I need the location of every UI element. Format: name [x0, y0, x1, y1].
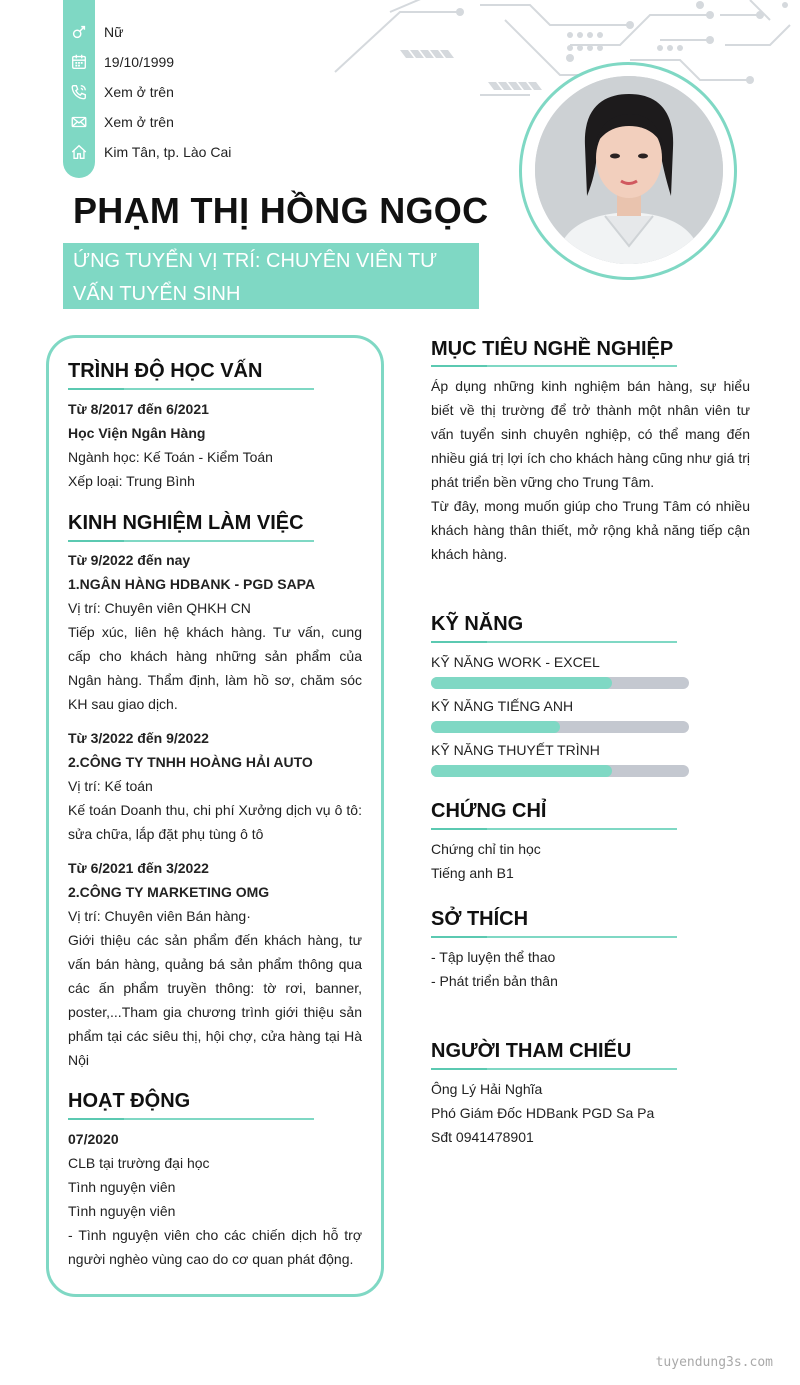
home-icon	[63, 137, 95, 167]
skills-underline	[431, 641, 677, 643]
education-heading: TRÌNH ĐỘ HỌC VẤN	[68, 360, 263, 382]
skill-2-label: KỸ NĂNG TIẾNG ANH	[431, 698, 574, 714]
experience-heading: KINH NGHIỆM LÀM VIỆC	[68, 512, 304, 534]
experience-underline	[68, 540, 314, 542]
hobby-2: - Phát triển bản thân	[431, 973, 558, 989]
activities-underline	[68, 1118, 314, 1120]
objective-heading: MỤC TIÊU NGHỀ NGHIỆP	[431, 338, 674, 360]
calendar-icon	[63, 47, 95, 77]
certificates-underline	[431, 828, 677, 830]
activity-description: - Tình nguyện viên cho các chiến dịch hỗ trợ người nghèo vùng cao do cơ quan phát động.	[68, 1227, 362, 1267]
contact-birthday	[63, 47, 323, 77]
phone-text: Xem ở trên	[104, 84, 174, 100]
contact-phone	[63, 77, 323, 107]
position-line-2: VẤN TUYỂN SINH	[73, 283, 241, 305]
skill-3-label: KỸ NĂNG THUYẾT TRÌNH	[431, 742, 600, 758]
job-1-period: Từ 9/2022 đến nay	[68, 552, 191, 568]
job-1-company: 1.NGÂN HÀNG HDBANK - PGD SAPA	[68, 576, 316, 592]
position-line-1: ỨNG TUYỂN VỊ TRÍ: CHUYÊN VIÊN TƯ	[73, 250, 438, 272]
activity-role-1: Tình nguyện viên	[68, 1179, 176, 1195]
job-2-company: 2.CÔNG TY TNHH HOÀNG HẢI AUTO	[68, 754, 313, 770]
phone-icon	[63, 77, 95, 107]
skill-1-fill	[431, 677, 612, 689]
education-period: Từ 8/2017 đến 6/2021	[68, 401, 209, 417]
skill-2-fill	[431, 721, 560, 733]
skills-heading: KỸ NĂNG	[431, 613, 524, 635]
mail-icon	[63, 107, 95, 137]
reference-title: Phó Giám Đốc HDBank PGD Sa Pa	[431, 1105, 655, 1121]
contact-email	[63, 107, 323, 137]
hobby-1: - Tập luyện thể thao	[431, 949, 556, 965]
contact-address	[63, 137, 323, 167]
skill-3-fill	[431, 765, 612, 777]
reference-phone: Sđt 0941478901	[431, 1129, 534, 1145]
job-2-description: Kế toán Doanh thu, chi phí Xưởng dịch vụ ô tô: sửa chữa, lắp đặt phụ tùng ô tô	[68, 802, 362, 842]
address-text: Kim Tân, tp. Lào Cai	[104, 144, 232, 160]
activity-club: CLB tại trường đại học	[68, 1155, 210, 1171]
email-text: Xem ở trên	[104, 114, 174, 130]
gender-text: Nữ	[104, 24, 124, 40]
certificates-heading: CHỨNG CHỈ	[431, 800, 547, 822]
objective-paragraph-2: Từ đây, mong muốn giúp cho Trung Tâm có nhiều khách hàng thân thiết, mở rộng khả năng tiếp cận khách hàng.	[431, 498, 750, 562]
job-3-period: Từ 6/2021 đến 3/2022	[68, 860, 209, 876]
education-major: Ngành học: Kế Toán - Kiểm Toán	[68, 449, 273, 465]
references-heading: NGƯỜI THAM CHIẾU	[431, 1040, 632, 1062]
job-3-description: Giới thiệu các sản phẩm đến khách hàng, tư vấn bán hàng, quảng bá sản phẩm thông qua các ấn phẩm truyền thông: tờ rơi, banner, poster,...Tham gia chương trình giới thiệu sản phẩm tại các siêu thị, hội chợ, cửa hàng tại Hà Nội	[68, 932, 362, 1068]
job-3-role: Vị trí: Chuyên viên Bán hàng·	[68, 908, 251, 924]
education-school: Học Viện Ngân Hàng	[68, 425, 206, 441]
skill-1-bar	[431, 677, 689, 689]
job-2-period: Từ 3/2022 đến 9/2022	[68, 730, 209, 746]
objective-underline	[431, 365, 677, 367]
skill-3-bar	[431, 765, 689, 777]
position-banner	[63, 243, 479, 309]
job-1-role: Vị trí: Chuyên viên QHKH CN	[68, 600, 251, 616]
gender-icon	[63, 17, 95, 47]
objective-paragraph-1: Áp dụng những kinh nghiệm bán hàng, sự hiểu biết về thị trường để trở thành một nhân viên tư vấn tuyển sinh chuyên nghiệp, có thể mang đến nhiều giá trị lợi ích cho khách hàng cũng như giá trị phát triển bền vững cho Trung Tâm.	[431, 378, 750, 490]
references-underline	[431, 1068, 677, 1070]
watermark: tuyendung3s.com	[655, 1355, 773, 1370]
hobbies-underline	[431, 936, 677, 938]
activities-heading: HOẠT ĐỘNG	[68, 1090, 191, 1112]
activity-role-2: Tình nguyện viên	[68, 1203, 176, 1219]
job-3-company: 2.CÔNG TY MARKETING OMG	[68, 884, 270, 900]
job-1-description: Tiếp xúc, liên hệ khách hàng. Tư vấn, cung cấp cho khách hàng những sản phẩm của Ngân hàng. Thẩm định, làm hồ sơ, chăm sóc KH sau giao dịch.	[68, 624, 362, 712]
education-grade: Xếp loại: Trung Bình	[68, 473, 195, 489]
certificate-1: Chứng chỉ tin học	[431, 841, 541, 857]
skill-2-bar	[431, 721, 689, 733]
education-underline	[68, 388, 314, 390]
skill-1-label: KỸ NĂNG WORK - EXCEL	[431, 654, 600, 670]
certificate-2: Tiếng anh B1	[431, 865, 514, 881]
reference-name: Ông Lý Hải Nghĩa	[431, 1081, 543, 1097]
profile-photo	[535, 76, 723, 264]
hobbies-heading: SỞ THÍCH	[431, 908, 529, 930]
candidate-name: PHẠM THỊ HỒNG NGỌC	[73, 190, 489, 231]
contact-gender	[63, 17, 323, 47]
birthday-text: 19/10/1999	[104, 54, 175, 70]
job-2-role: Vị trí: Kế toán	[68, 778, 153, 794]
activity-date: 07/2020	[68, 1131, 119, 1147]
